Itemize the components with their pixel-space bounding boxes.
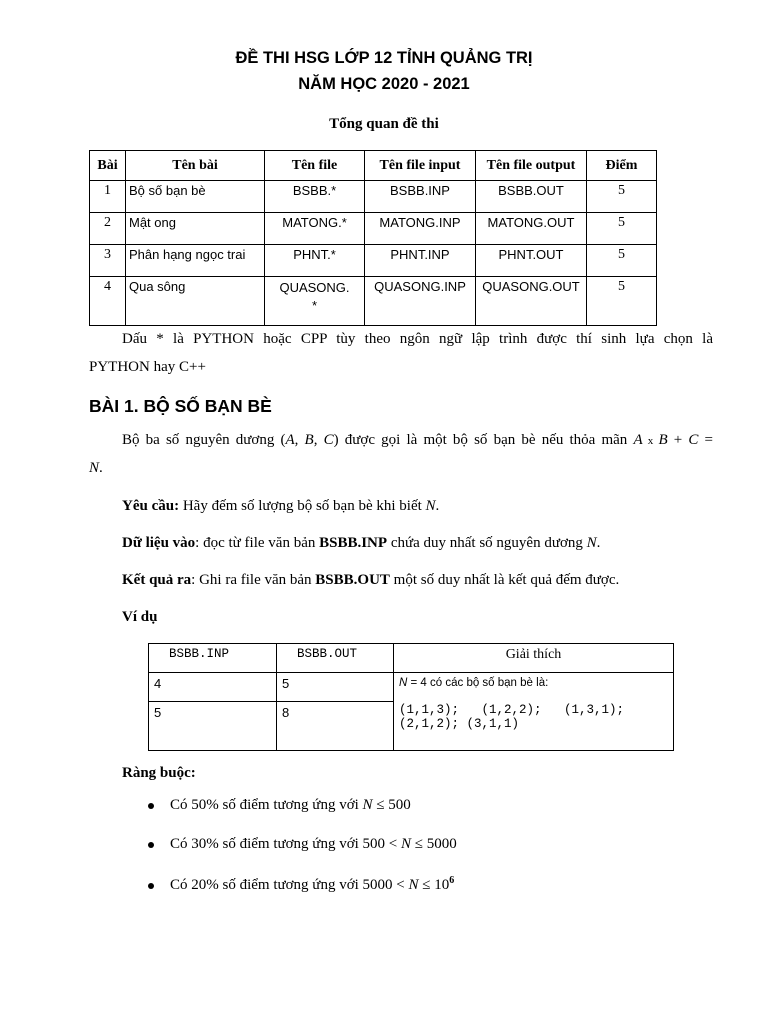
var-n: N — [586, 535, 597, 551]
relation: ≤ 10 — [418, 877, 450, 893]
cell: MATONG.INP — [365, 213, 476, 245]
formula-c: C — [688, 432, 699, 448]
formula-b: B — [658, 432, 668, 448]
example-header-row — [149, 644, 674, 673]
formula-a: A — [633, 432, 643, 448]
cell: 3 — [90, 245, 126, 277]
cell: Qua sông — [126, 277, 265, 326]
text: Có 50% số điểm tương ứng với — [170, 797, 363, 813]
var-n: N — [425, 498, 436, 514]
cell: MATONG.* — [265, 213, 365, 245]
example-col-explain: Giải thích — [394, 644, 674, 673]
cell: 1 — [90, 181, 126, 213]
cell: MATONG.OUT — [476, 213, 587, 245]
text: một số duy nhất là kết quả đếm được. — [389, 572, 620, 588]
cell-line: * — [311, 298, 318, 313]
problem-heading: BÀI 1. BỘ SỐ BẠN BÈ — [89, 396, 272, 416]
bullet-icon — [148, 842, 154, 848]
example-table — [148, 643, 674, 751]
formula-plus: + — [667, 432, 689, 448]
table-row — [90, 245, 657, 277]
requirement — [122, 493, 439, 520]
cell: PHNT.* — [265, 245, 365, 277]
explain-tuples: (1,1,3); (1,2,2); (1,3,1); — [399, 703, 625, 717]
relation: ≤ 5000 — [411, 836, 457, 852]
var-n: N — [399, 677, 408, 689]
relation: ≤ 500 — [372, 797, 411, 813]
text: . — [596, 535, 601, 551]
cell-line: QUASONG. — [279, 280, 350, 295]
col-header-name: Tên bài — [126, 151, 265, 181]
col-header-file: Tên file — [265, 151, 365, 181]
output-file: BSBB.OUT — [315, 572, 390, 588]
example-col-input: BSBB.INP — [149, 644, 277, 673]
cell: QUASONG.OUT — [476, 277, 587, 326]
requirement-label: Yêu cầu: — [122, 498, 180, 514]
formula-eq: = — [698, 432, 714, 448]
exponent: 6 — [449, 875, 455, 886]
problem-intro-line1 — [122, 427, 713, 455]
bullet-icon — [148, 803, 154, 809]
table-row — [149, 673, 674, 702]
var-n: N — [408, 877, 419, 893]
cell: 5 — [587, 277, 657, 326]
input-file: BSBB.INP — [319, 535, 388, 551]
text: , — [313, 432, 324, 448]
note-line2: PYTHON hay C++ — [89, 359, 206, 375]
cell: PHNT.OUT — [476, 245, 587, 277]
table-row — [90, 213, 657, 245]
text: = 4 có các bộ số bạn bè là: — [407, 677, 549, 689]
text: . — [99, 460, 103, 476]
cell: 4 — [90, 277, 126, 326]
list-item — [148, 836, 457, 853]
school-year: NĂM HỌC 2020 - 2021 — [298, 75, 470, 93]
cell: Bộ số bạn bè — [126, 181, 265, 213]
cell — [265, 277, 365, 326]
list-item — [148, 797, 411, 814]
example-explanation — [394, 673, 674, 751]
text: Có 30% số điểm tương ứng với 500 < — [170, 836, 401, 852]
cell: PHNT.INP — [365, 245, 476, 277]
text: , — [294, 432, 305, 448]
text: ) được gọi là một bộ số bạn bè nếu thỏa mãn — [333, 432, 634, 448]
constraints-label: Ràng buộc: — [122, 765, 196, 781]
explain-line — [399, 677, 668, 689]
col-header-output: Tên file output — [476, 151, 587, 181]
var-n: N — [89, 460, 100, 476]
overview-header-row — [90, 151, 657, 181]
text: Có 20% số điểm tương ứng với 5000 < — [170, 877, 409, 893]
cell: 4 — [149, 673, 277, 702]
cell: 8 — [277, 702, 394, 751]
list-item — [148, 875, 454, 894]
col-header-number: Bài — [90, 151, 126, 181]
cell: Mật ong — [126, 213, 265, 245]
cell: BSBB.INP — [365, 181, 476, 213]
cell: 5 — [587, 213, 657, 245]
cell: 5 — [277, 673, 394, 702]
page-title: ĐỀ THI HSG LỚP 12 TỈNH QUẢNG TRỊ — [235, 49, 533, 67]
bullet-icon — [148, 883, 154, 889]
text: chứa duy nhất số nguyên dương — [387, 535, 587, 551]
text: . — [435, 498, 440, 514]
example-label: Ví dụ — [122, 609, 158, 625]
formula-times: x — [642, 435, 659, 447]
example-col-output: BSBB.OUT — [277, 644, 394, 673]
text: : Ghi ra file văn bản — [191, 572, 316, 588]
text: : đọc từ file văn bản — [195, 535, 320, 551]
col-header-score: Điểm — [587, 151, 657, 181]
var-c: C — [323, 432, 334, 448]
cell: BSBB.OUT — [476, 181, 587, 213]
cell: 2 — [90, 213, 126, 245]
note-line1: Dấu * là PYTHON hoặc CPP tùy theo ngôn ngữ lập trình được thí sinh lựa chọn là — [122, 331, 713, 347]
cell: Phân hạng ngọc trai — [126, 245, 265, 277]
input-label: Dữ liệu vào — [122, 535, 196, 551]
cell: QUASONG.INP — [365, 277, 476, 326]
text: Bộ ba số nguyên dương ( — [122, 432, 286, 448]
table-row — [90, 277, 657, 326]
overview-table — [89, 150, 657, 326]
output-spec — [122, 567, 619, 594]
var-n: N — [362, 797, 373, 813]
text: Hãy đếm số lượng bộ số bạn bè khi biết — [179, 498, 426, 514]
problem-intro-line2 — [89, 455, 103, 482]
var-a: A — [285, 432, 295, 448]
col-header-input: Tên file input — [365, 151, 476, 181]
cell: 5 — [587, 245, 657, 277]
table-row — [90, 181, 657, 213]
overview-title: Tổng quan đề thi — [329, 116, 439, 132]
cell: 5 — [587, 181, 657, 213]
var-n: N — [401, 836, 412, 852]
explain-tuples: (2,1,2); (3,1,1) — [399, 717, 520, 731]
input-spec — [122, 530, 600, 557]
output-label: Kết quả ra — [122, 572, 192, 588]
cell: BSBB.* — [265, 181, 365, 213]
cell: 5 — [149, 702, 277, 751]
var-b: B — [304, 432, 314, 448]
